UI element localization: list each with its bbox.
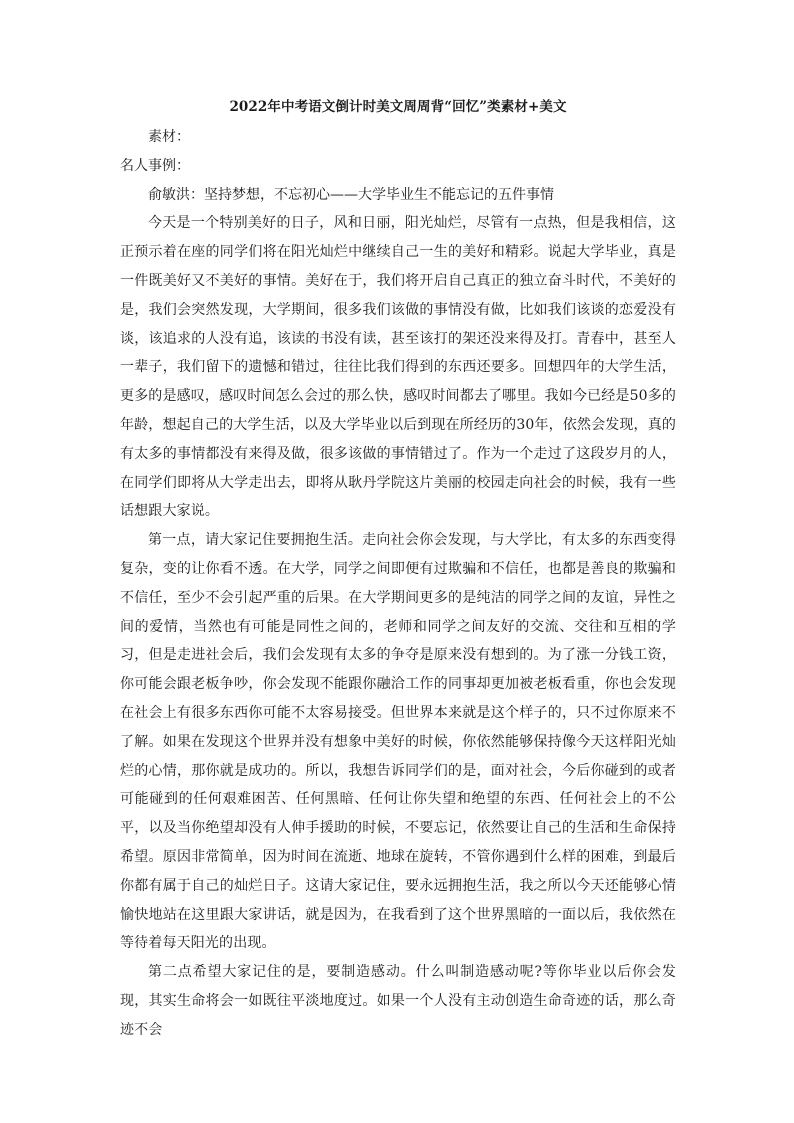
document-title: 2022年中考语文倒计时美文周周背“回忆”类素材+美文	[229, 99, 567, 115]
article-subheading: 俞敏洪：坚持梦想，不忘初心——大学毕业生不能忘记的五件事情	[148, 186, 554, 203]
label-examples: 名人事例：	[120, 157, 190, 174]
label-material: 素材：	[148, 129, 190, 145]
paragraph-point-two: 第二点希望大家记住的是，要制造感动。什么叫制造感动呢?等你毕业以后你会发现，其实生命将会一如既往平淡地度过。如果一个人没有主动创造生命奇迹的话，那么奇迹不会	[120, 964, 676, 1038]
paragraph-intro: 今天是一个特别美好的日子，风和日丽，阳光灿烂，尽管有一点热，但是我相信，这正预示着在座的同学们将在阳光灿烂中继续自己一生的美好和精彩。说起大学毕业，真是一件既美好又不美好的事情。美好在于，我们将开启自己真正的独立奋斗时代，不美好的是，我们会突然发现，大学期间，很多我们该做的事情没有做，比如我们该谈的恋爱没有谈，该追求的人没有追，该读的书没有读，甚至该打的架还没来得及打。青春中，甚至人一辈子，我们留下的遗憾和错过，往往比我们得到的东西还要多。回想四年的大学生活，更多的是感叹，感叹时间怎么会过的那么快，感叹时间都去了哪里。我如今已经是50多的年龄，想起自己的大学生活，以及大学毕业以后到现在所经历的30年，依然会发现，真的有太多的事情都没有来得及做，很多该做的事情错过了。作为一个走过了这段岁月的人，在同学们即将从大学走出去，即将从耿丹学院这片美丽的校园走向社会的时候，我有一些话想跟大家说。	[120, 215, 676, 520]
paragraph-point-one: 第一点，请大家记住要拥抱生活。走向社会你会发现，与大学比，有太多的东西变得复杂，变的让你看不透。在大学，同学之间即便有过欺骗和不信任，也都是善良的欺骗和不信任，至少不会引起严重的后果。在大学期间更多的是纯洁的同学之间的友谊，异性之间的爱情，当然也有可能是同性之间的，老师和同学之间友好的交流、交往和互相的学习，但是走进社会后，我们会发现有太多的争夺是原来没有想到的。为了涨一分钱工资，你可能会跟老板争吵，你会发现不能跟你融洽工作的同事却更加被老板看重，你也会发现在社会上有很多东西你可能不太容易接受。但世界本来就是这个样子的，只不过你原来不了解。如果在发现这个世界并没有想象中美好的时候，你依然能够保持像今天这样阳光灿烂的心情，那你就是成功的。所以，我想告诉同学们的是，面对社会，今后你碰到的或者可能碰到的任何艰难困苦、任何黑暗、任何让你失望和绝望的东西、任何社会上的不公平，以及当你绝望却没有人伸手援助的时候，不要忘记，依然要让自己的生活和生命保持希望。原因非常简单，因为时间在流逝、地球在旋转，不管你遇到什么样的困难，到最后你都有属于自己的灿烂日子。这请大家记住，要永远拥抱生活，我之所以今天还能够心情愉快地站在这里跟大家讲话，就是因为，在我看到了这个世界黑暗的一面以后，我依然在等待着每天阳光的出现。	[120, 532, 676, 952]
document-page	[120, 97, 676, 1045]
